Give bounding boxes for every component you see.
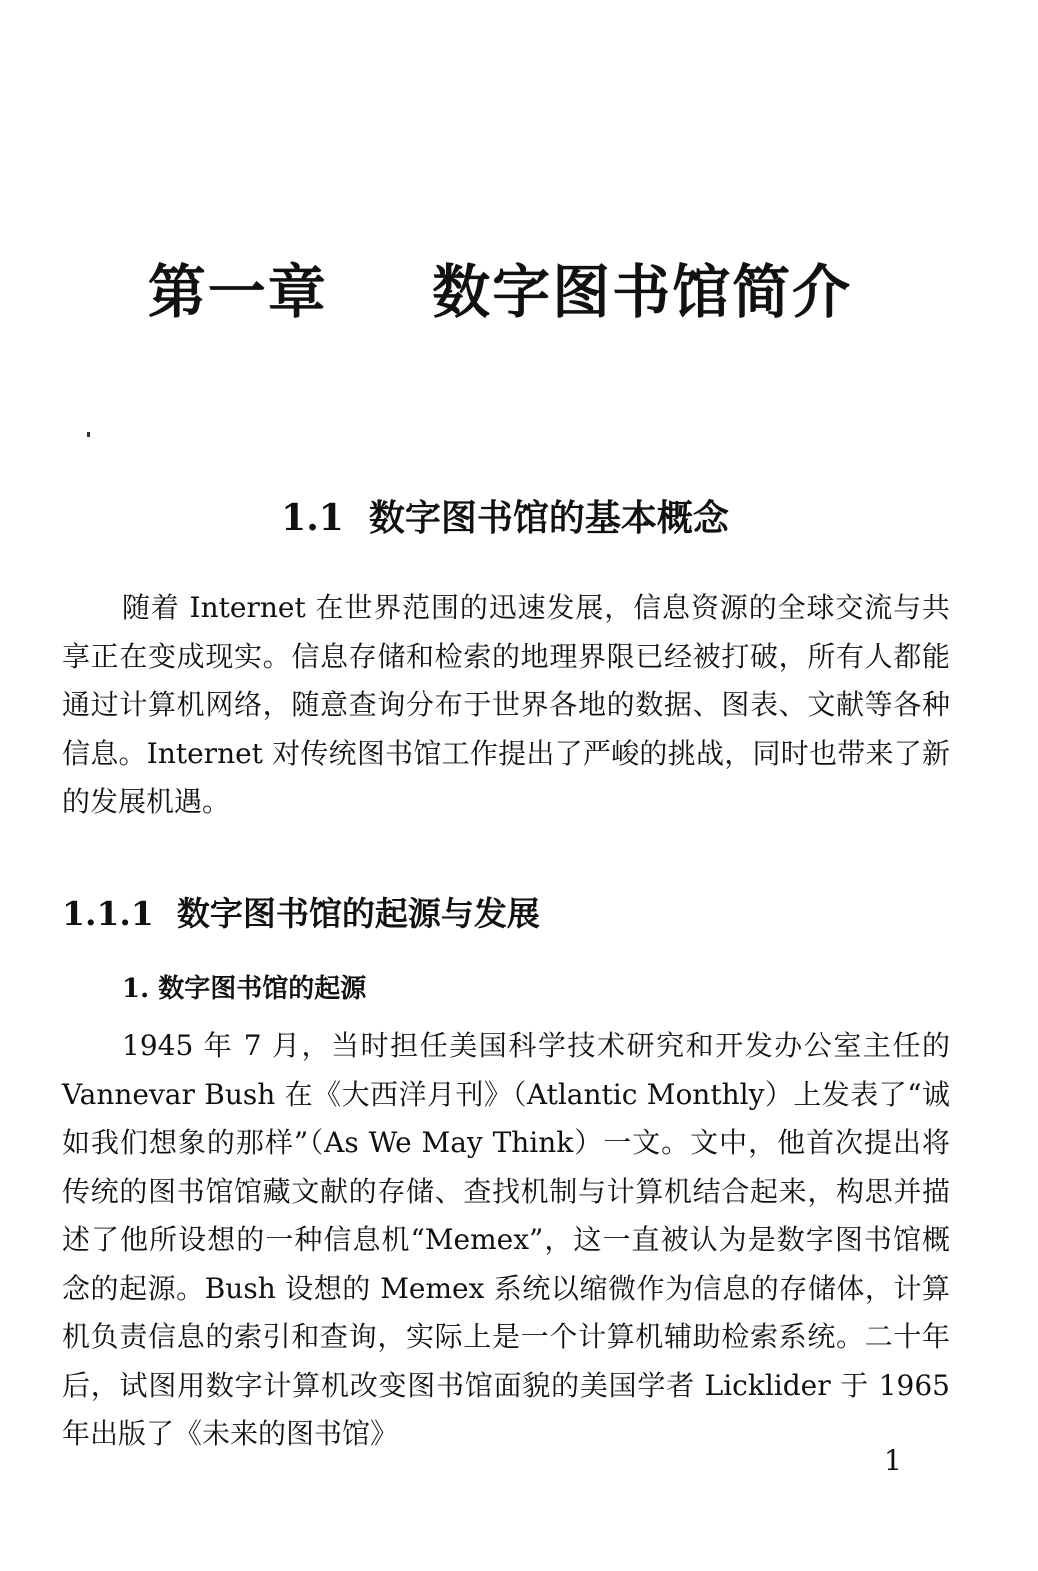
subsection-title: 1.1.1 数字图书馆的起源与发展: [62, 894, 540, 933]
origin-paragraph: 1945 年 7 月，当时担任美国科学技术研究和开发办公室主任的 Vannevar Bush 在《大西洋月刊》（Atlantic Monthly）上发表了“诚如我们想象的那样”（As We May Think）一文。文中，他首次提出将传统的图书馆馆藏文献的存储、查找机制与计算机结合起来，构思并描述了他所设想的一种信息机“Memex”，这一直被认为是数字图书馆概念的起源。Bush 设想的 Memex 系统以缩微作为信息的存储体，计算机负责信息的索引和查询，实际上是一个计算机辅助检索系统。二十年后，试图用数字计算机改变图书馆面貌的美国学者 Licklider 于 1965 年出版了《未来的图书馆》: [62, 1029, 950, 1450]
item-title: 1. 数字图书馆的起源: [122, 974, 367, 1004]
scan-mark: [87, 432, 90, 437]
section-title: 1.1 数字图书馆的基本概念: [281, 497, 729, 539]
intro-paragraph: 随着 Internet 在世界范围的迅速发展，信息资源的全球交流与共享正在变成现实。信息存储和检索的地理界限已经被打破，所有人都能通过计算机网络，随意查询分布于世界各地的数据、图表、文献等各种信息。Internet 对传统图书馆工作提出了严峻的挑战，同时也带来了新的发展机遇。: [62, 591, 950, 818]
page-number: 1: [884, 1444, 902, 1477]
chapter-title: 第一章 数字图书馆简介: [147, 258, 853, 326]
